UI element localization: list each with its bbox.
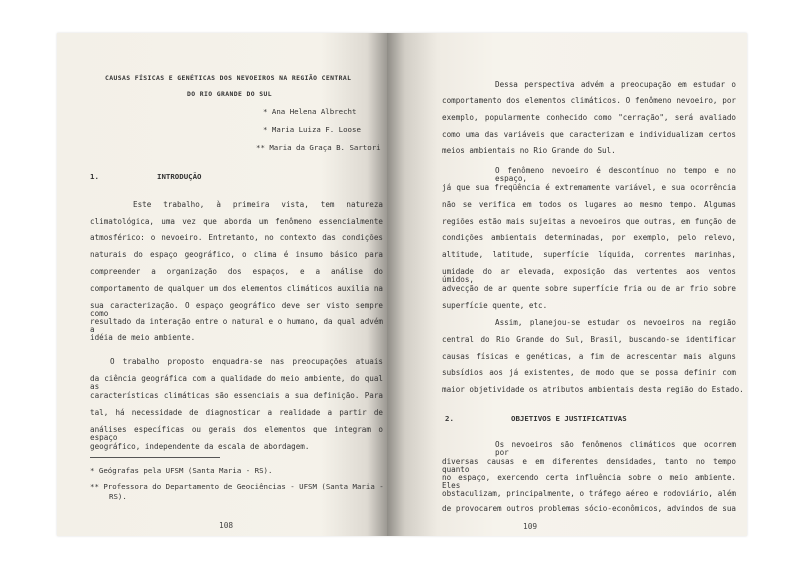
rp-para4-line-4: obstaculizam, principalmente, o tráfego aéreo e rodoviário, além — [442, 489, 736, 498]
rp-para2-line-9: superfície quente, etc. — [442, 301, 548, 310]
author-3: ** Maria da Graça B. Sartori — [256, 143, 381, 152]
right-page — [387, 33, 747, 536]
footnote-rule — [90, 457, 220, 458]
author-1: * Ana Helena Albrecht — [263, 107, 357, 116]
rp-para2-line-6: altitude, latitude, superfície líquida, correntes marinhas, — [442, 250, 736, 259]
para1-line-9: idéia de meio ambiente. — [90, 333, 196, 342]
para1-line-4: naturais do espaço geográfico, o clima é insumo básico para — [90, 250, 383, 259]
rp-para2-line-2: já que sua freqüência é extremamente variável, e sua ocorrência — [442, 183, 736, 192]
page-number-left: 108 — [219, 521, 234, 530]
rp-para3-line-3: causas físicas e genéticas, a fim de acrescentar mais alguns — [442, 352, 736, 361]
book-spread — [57, 33, 747, 536]
rp-para1-line-1: Dessa perspectiva advém a preocupação em estudar o — [495, 80, 736, 89]
para2-line-3: características climáticas são essenciais a sua definição. Para — [90, 391, 383, 400]
article-title-line-1: CAUSAS FÍSICAS E GENÉTICAS DOS NEVOEIROS NA REGIÃO CENTRAL — [105, 74, 352, 82]
rp-para3-line-4: subsídios aos já existentes, de modo que se possa definir com — [442, 368, 736, 377]
rp-para2-line-5: condições ambientais determinadas, por exemplo, pelo relevo, — [442, 233, 736, 242]
section-number: 1. — [90, 172, 99, 181]
rp-para4-line-2: diversas causas e em diferentes densidades, tanto no tempo quanto — [442, 457, 736, 474]
rp-para1-line-3: exemplo, popularmente conhecido como "cerração", será avaliado — [442, 113, 736, 122]
para1-line-7: sua caracterização. O espaço geográfico deve ser visto sempre como — [90, 301, 383, 318]
rp-para3-line-2: central do Rio Grande do Sul, Brasil, buscando-se identificar — [442, 335, 736, 344]
rp-para2-line-7: umidade do ar elevada, exposição das vertentes aos ventos úmidos, — [442, 267, 736, 284]
para1-line-1: Este trabalho, à primeira vista, tem natureza — [133, 200, 383, 209]
left-page — [57, 33, 387, 536]
para2-line-6: geográfico, independente da escala de abordagem. — [90, 442, 310, 451]
rp-para2-line-1: O fenômeno nevoeiro é descontínuo no tempo e no espaço, — [495, 166, 736, 183]
rp-para2-line-4: regiões estão mais sujeitas a nevoeiros que outras, em função de — [442, 217, 736, 226]
page-number-right: 109 — [523, 522, 538, 531]
rp-para1-line-5: meios ambientais no Rio Grande do Sul. — [442, 146, 616, 155]
para2-line-1: O trabalho proposto enquadra-se nas preocupações atuais — [110, 357, 383, 366]
rp-para2-line-3: não se verifica em todos os lugares ao mesmo tempo. Algumas — [442, 200, 736, 209]
section-title: INTRODUÇÃO — [157, 172, 202, 181]
para1-line-6: comportamento de qualquer um dos elementos climáticos auxilia na — [90, 284, 383, 293]
rp-section-number: 2. — [445, 414, 454, 423]
article-title-line-2: DO RIO GRANDE DO SUL — [187, 90, 272, 98]
para2-line-5: análises específicas ou gerais dos elementos que integram o espaço — [90, 425, 383, 442]
rp-para2-line-8: advecção de ar quente sobre superfície fria ou de ar frio sobre — [442, 284, 736, 293]
rp-section-title: OBJETIVOS E JUSTIFICATIVAS — [511, 414, 627, 423]
author-2: * Maria Luiza F. Loose — [263, 125, 361, 134]
footnote-1: * Geógrafas pela UFSM (Santa Maria - RS). — [90, 466, 273, 475]
rp-para3-line-5: maior objetividade os atributos ambientais desta região do Estado. — [442, 385, 744, 394]
para1-line-2: climatológica, uma vez que aborda um fenômeno essencialmente — [90, 217, 383, 226]
rp-para4-line-1: Os nevoeiros são fenômenos climáticos que ocorrem por — [495, 440, 736, 457]
rp-para1-line-4: como uma das variáveis que caracterizam e individualizam certos — [442, 130, 736, 139]
rp-para3-line-1: Assim, planejou-se estudar os nevoeiros na região — [495, 318, 736, 327]
rp-para1-line-2: comportamento dos elementos climáticos. O fenômeno nevoeiro, por — [442, 96, 736, 105]
para1-line-8: resultado da interação entre o natural e o humano, da qual advém a — [90, 317, 383, 334]
para1-line-3: atmosférico: o nevoeiro. Entretanto, no contexto das condições — [90, 233, 383, 242]
footnote-2-continuation: RS). — [109, 492, 127, 501]
para2-line-2: da ciência geográfica com a qualidade do meio ambiente, do qual as — [90, 374, 383, 391]
footnote-2: ** Professora do Departamento de Geociências - UFSM (Santa Maria - — [90, 482, 384, 491]
rp-para4-line-3: no espaço, exercendo certa influência sobre o meio ambiente. Eles — [442, 473, 736, 490]
rp-para4-line-5: de provocarem outros problemas sócio-econômicos, advindos de sua — [442, 504, 736, 513]
para2-line-4: tal, há necessidade de diagnosticar a realidade a partir de — [90, 408, 383, 417]
para1-line-5: compreender a organização dos espaços, e a análise do — [90, 267, 383, 276]
